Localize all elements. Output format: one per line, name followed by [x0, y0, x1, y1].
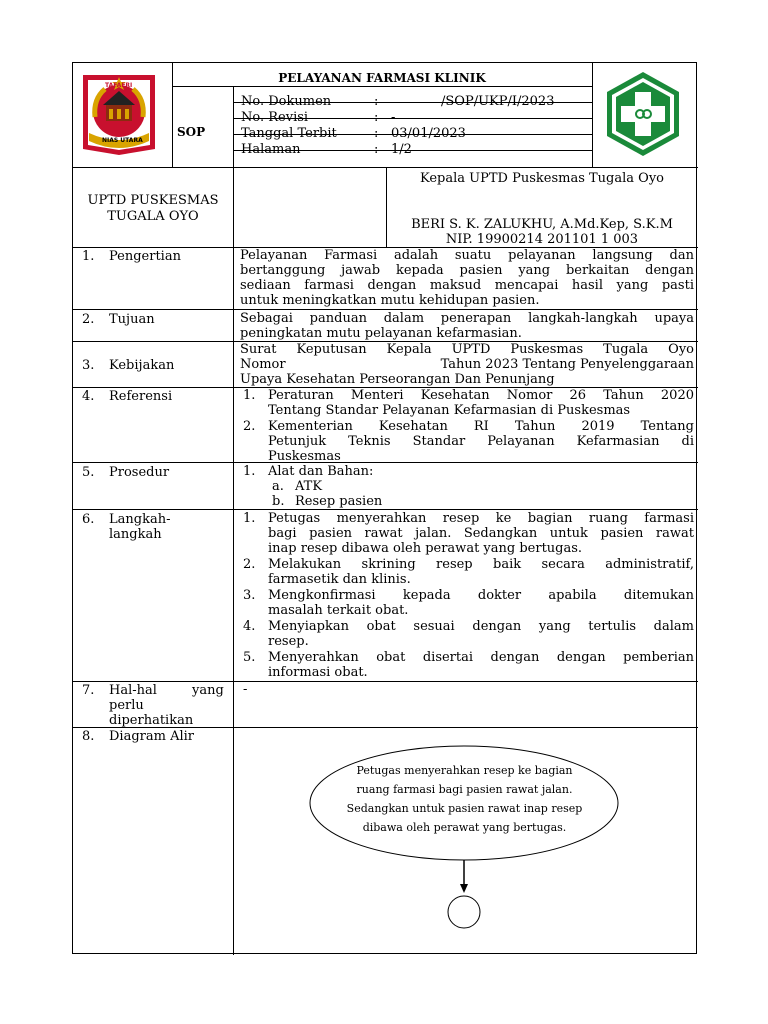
- tujuan-label: Tujuan: [109, 312, 155, 327]
- regency-logo: [79, 69, 159, 155]
- prosedur-label: Prosedur: [109, 465, 170, 480]
- page-title: PELAYANAN FARMASI KLINIK: [278, 71, 486, 85]
- langkah-item-line: Mengkonfirmasi kepada dokter apabila ditemukan: [268, 588, 694, 603]
- diagram-num: 8.: [82, 729, 95, 744]
- langkah-item-line: farmasetik dan klinis.: [268, 572, 411, 587]
- page-sep: :: [374, 142, 379, 157]
- langkah-item-num: 5.: [243, 650, 256, 665]
- langkah-item-line: inap resep dibawa oleh perawat yang bertugas.: [268, 541, 583, 556]
- head-title: Kepala UPTD Puskesmas Tugala Oyo: [420, 171, 664, 186]
- logo-text-top: TAFAERI: [105, 82, 133, 89]
- revision-value: -: [391, 110, 396, 125]
- langkah-item-line: informasi obat.: [268, 665, 368, 680]
- referensi-item-line: Peraturan Menteri Kesehatan Nomor 26 Tahun 2020: [268, 388, 694, 403]
- tujuan-line: peningkatan mutu pelayanan kefarmasian.: [240, 326, 522, 341]
- pengertian-label: Pengertian: [109, 249, 181, 264]
- referensi-item-line: Kementerian Kesehatan RI Tahun 2019 Tentang: [268, 419, 694, 434]
- flow-step-text: ruang farmasi bagi pasien rawat jalan.: [356, 783, 573, 796]
- pengertian-line: Pelayanan Farmasi adalah suatu pelayanan langsung dan: [240, 248, 694, 263]
- kebijakan-num: 3.: [82, 358, 95, 373]
- hal-label: perlu: [109, 698, 144, 713]
- revision-label: No. Revisi: [241, 110, 309, 125]
- issue-date-label: Tanggal Terbit: [241, 126, 337, 141]
- prosedur-item-num: 1.: [243, 464, 256, 479]
- langkah-item-line: Petugas menyerahkan resep ke bagian ruang farmasi: [268, 511, 694, 526]
- langkah-label: Langkah-: [109, 512, 171, 527]
- langkah-item-num: 1.: [243, 511, 256, 526]
- doc-number-value: /SOP/UKP/I/2023: [441, 94, 555, 109]
- flowchart: [233, 727, 698, 955]
- referensi-item-line: Puskesmas: [268, 449, 341, 464]
- kebijakan-label: Kebijakan: [109, 358, 175, 373]
- hal-label: Hal-hal: [109, 683, 157, 698]
- prosedur-sub-num: a.: [272, 479, 284, 494]
- head-nip: NIP. 19900214 201101 1 003: [445, 232, 639, 247]
- page-value: 1/2: [391, 142, 412, 157]
- tujuan-num: 2.: [82, 312, 95, 327]
- puskesmas-logo: [599, 70, 687, 158]
- kebijakan-line: Upaya Kesehatan Perseorangan Dan Penunjang: [240, 372, 555, 387]
- prosedur-sub-text: Resep pasien: [295, 494, 383, 509]
- flow-arrow-head: [460, 884, 468, 893]
- sop-label: SOP: [177, 125, 206, 139]
- langkah-item-line: bagi pasien rawat jalan. Sedangkan untuk pasien rawat: [268, 526, 694, 541]
- hal-label: yang: [192, 683, 224, 698]
- pengertian-line: sediaan farmasi dengan maksud mencapai hasil yang pasti: [240, 278, 694, 293]
- doc-number-sep: :: [374, 94, 379, 109]
- sop-document: [72, 62, 697, 954]
- logo-text-bottom: NIAS UTARA: [102, 137, 143, 144]
- langkah-num: 6.: [82, 512, 95, 527]
- org-name-line1: UPTD PUSKESMAS: [87, 193, 219, 208]
- kebijakan-line: Surat Keputusan Kepala UPTD Puskesmas Tugala Oyo: [240, 342, 694, 357]
- flow-connector: [448, 896, 480, 928]
- referensi-num: 4.: [82, 389, 95, 404]
- prosedur-sub-text: ATK: [295, 479, 323, 494]
- doc-number-label: No. Dokumen: [241, 94, 332, 109]
- pengertian-num: 1.: [82, 249, 95, 264]
- langkah-item-num: 2.: [243, 557, 256, 572]
- langkah-item-num: 4.: [243, 619, 256, 634]
- pengertian-line: untuk meningkatkan mutu kehidupan pasien.: [240, 293, 540, 308]
- langkah-item-line: masalah terkait obat.: [268, 603, 409, 618]
- referensi-item-line: Petunjuk Teknis Standar Pelayanan Kefarmasian di: [268, 434, 694, 449]
- hal-label: diperhatikan: [109, 713, 194, 728]
- langkah-item-line: Melakukan skrining resep baik secara administratif,: [268, 557, 694, 572]
- kebijakan-line: Nomor: [240, 357, 286, 372]
- referensi-item-line: Tentang Standar Pelayanan Kefarmasian di Puskesmas: [268, 403, 631, 418]
- flow-step-text: dibawa oleh perawat yang bertugas.: [362, 821, 567, 834]
- tujuan-line: Sebagai panduan dalam penerapan langkah-langkah upaya: [240, 311, 694, 326]
- hal-num: 7.: [82, 683, 95, 698]
- diagram-label: Diagram Alir: [109, 729, 194, 744]
- langkah-label: langkah: [109, 527, 162, 542]
- issue-date-sep: :: [374, 126, 379, 141]
- prosedur-sub-num: b.: [272, 494, 285, 509]
- langkah-item-line: resep.: [268, 634, 309, 649]
- langkah-item-line: Menyiapkan obat sesuai dengan yang tertulis dalam: [268, 619, 694, 634]
- referensi-item-num: 1.: [243, 388, 256, 403]
- health-cross-icon: [599, 70, 687, 158]
- hal-value: -: [243, 682, 248, 697]
- langkah-item-line: Menyerahkan obat disertai dengan dengan pemberian: [268, 650, 694, 665]
- pengertian-line: bertanggung jawab kepada pasien yang berkaitan dengan: [240, 263, 694, 278]
- org-name-line2: TUGALA OYO: [107, 209, 199, 224]
- revision-sep: :: [374, 110, 379, 125]
- issue-date-value: 03/01/2023: [391, 126, 466, 141]
- flow-step-text: Sedangkan untuk pasien rawat inap resep: [346, 802, 583, 815]
- referensi-item-num: 2.: [243, 419, 256, 434]
- flow-step-text: Petugas menyerahkan resep ke bagian: [356, 764, 573, 777]
- head-name: BERI S. K. ZALUKHU, A.Md.Kep, S.K.M: [411, 217, 673, 232]
- kebijakan-line: Tahun 2023 Tentang Penyelenggaraan: [440, 357, 694, 372]
- page-label: Halaman: [241, 142, 301, 157]
- prosedur-item-text: Alat dan Bahan:: [268, 464, 374, 479]
- referensi-label: Referensi: [109, 389, 173, 404]
- langkah-item-num: 3.: [243, 588, 256, 603]
- prosedur-num: 5.: [82, 465, 95, 480]
